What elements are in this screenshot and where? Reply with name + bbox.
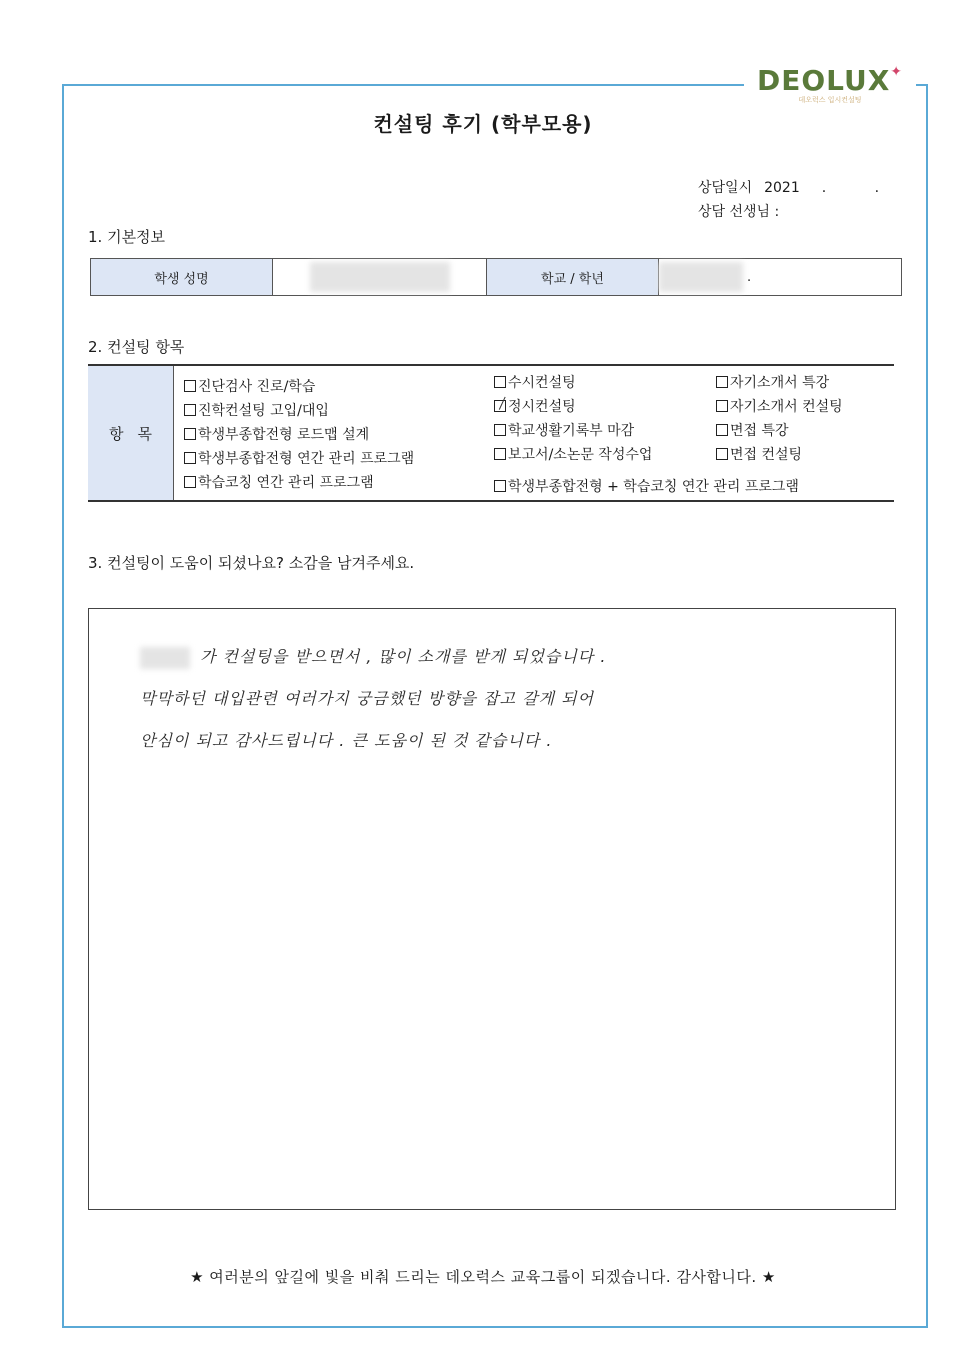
document-title: 컨설팅 후기 (학부모용) <box>373 112 593 136</box>
checkbox[interactable] <box>184 404 196 416</box>
school-grade-field <box>659 259 901 295</box>
date-value: 2021 <box>764 180 800 196</box>
basic-info-table <box>90 258 902 296</box>
option-roadmap-design[interactable]: 학생부종합전형 로드맵 설계 <box>184 424 369 444</box>
option-report-writing[interactable]: 보고서/소논문 작성수업 <box>494 444 652 464</box>
option-annual-program[interactable]: 학생부종합전형 연간 관리 프로그램 <box>184 448 414 468</box>
checkbox[interactable] <box>494 448 506 460</box>
option-record-closing[interactable]: 학교생활기록부 마감 <box>494 420 634 440</box>
checkbox-checked[interactable] <box>494 400 506 412</box>
option-self-intro-lecture[interactable]: 자기소개서 특강 <box>716 372 829 392</box>
redacted-name <box>310 262 450 292</box>
items-label: 항목 <box>88 366 174 500</box>
feedback-line: 막막하던 대입관련 여러가지 궁금했던 방향을 잡고 갈게 되어 <box>140 689 595 708</box>
checkbox[interactable] <box>716 400 728 412</box>
option-regular-admission[interactable]: 정시컨설팅 <box>494 396 576 416</box>
consulting-items-table <box>88 364 894 502</box>
school-suffix: . <box>747 269 752 285</box>
checkbox[interactable] <box>494 480 506 492</box>
checkbox[interactable] <box>494 376 506 388</box>
logo-star-icon: ✦ <box>890 64 904 80</box>
checkbox[interactable] <box>716 424 728 436</box>
option-admission-consulting[interactable]: 진학컨설팅 고입/대입 <box>184 400 329 420</box>
consult-teacher: 상담 선생님 : <box>698 204 780 220</box>
student-name-label: 학생 성명 <box>91 259 273 295</box>
footer-message: ★ 여러분의 앞길에 빛을 비춰 드리는 데오럭스 교육그룹이 되겠습니다. 감사합니다. ★ <box>190 1268 776 1286</box>
option-interview-consulting[interactable]: 면접 컨설팅 <box>716 444 802 464</box>
section-feedback: 3. 컨설팅이 도움이 되셨나요? 소감을 남겨주세요. <box>88 554 415 572</box>
option-study-coaching[interactable]: 학습코칭 연간 관리 프로그램 <box>184 472 374 492</box>
date-dots: . . <box>821 180 902 196</box>
checkbox[interactable] <box>716 376 728 388</box>
checkbox[interactable] <box>184 380 196 392</box>
checkbox[interactable] <box>494 424 506 436</box>
company-logo <box>744 58 916 112</box>
student-name-field <box>273 259 487 295</box>
checkbox[interactable] <box>184 452 196 464</box>
option-self-intro-consulting[interactable]: 자기소개서 컨설팅 <box>716 396 843 416</box>
feedback-line: 가 컨설팅을 받으면서 , 많이 소개를 받게 되었습니다 . <box>140 644 606 669</box>
consult-date <box>698 177 901 197</box>
redacted-student-name <box>140 647 190 669</box>
option-interview-lecture[interactable]: 면접 특강 <box>716 420 789 440</box>
school-grade-label: 학교 / 학년 <box>487 259 659 295</box>
option-early-admission[interactable]: 수시컨설팅 <box>494 372 576 392</box>
logo-subtitle: 데오럭스 입시컨설팅 <box>798 96 862 104</box>
logo-text: DEOLUX <box>756 64 891 97</box>
checkbox[interactable] <box>716 448 728 460</box>
redacted-school <box>659 262 743 292</box>
option-diagnostic-test[interactable]: 진단검사 진로/학습 <box>184 376 315 396</box>
section-basic-info: 1. 기본정보 <box>88 228 166 246</box>
date-label: 상담일시 <box>698 180 753 196</box>
checkbox[interactable] <box>184 476 196 488</box>
section-consulting-items: 2. 컨설팅 항목 <box>88 338 185 356</box>
checkbox[interactable] <box>184 428 196 440</box>
feedback-line: 안심이 되고 감사드립니다 . 큰 도움이 된 것 같습니다 . <box>140 731 553 750</box>
option-combined-program[interactable]: 학생부종합전형 + 학습코칭 연간 관리 프로그램 <box>494 476 799 496</box>
